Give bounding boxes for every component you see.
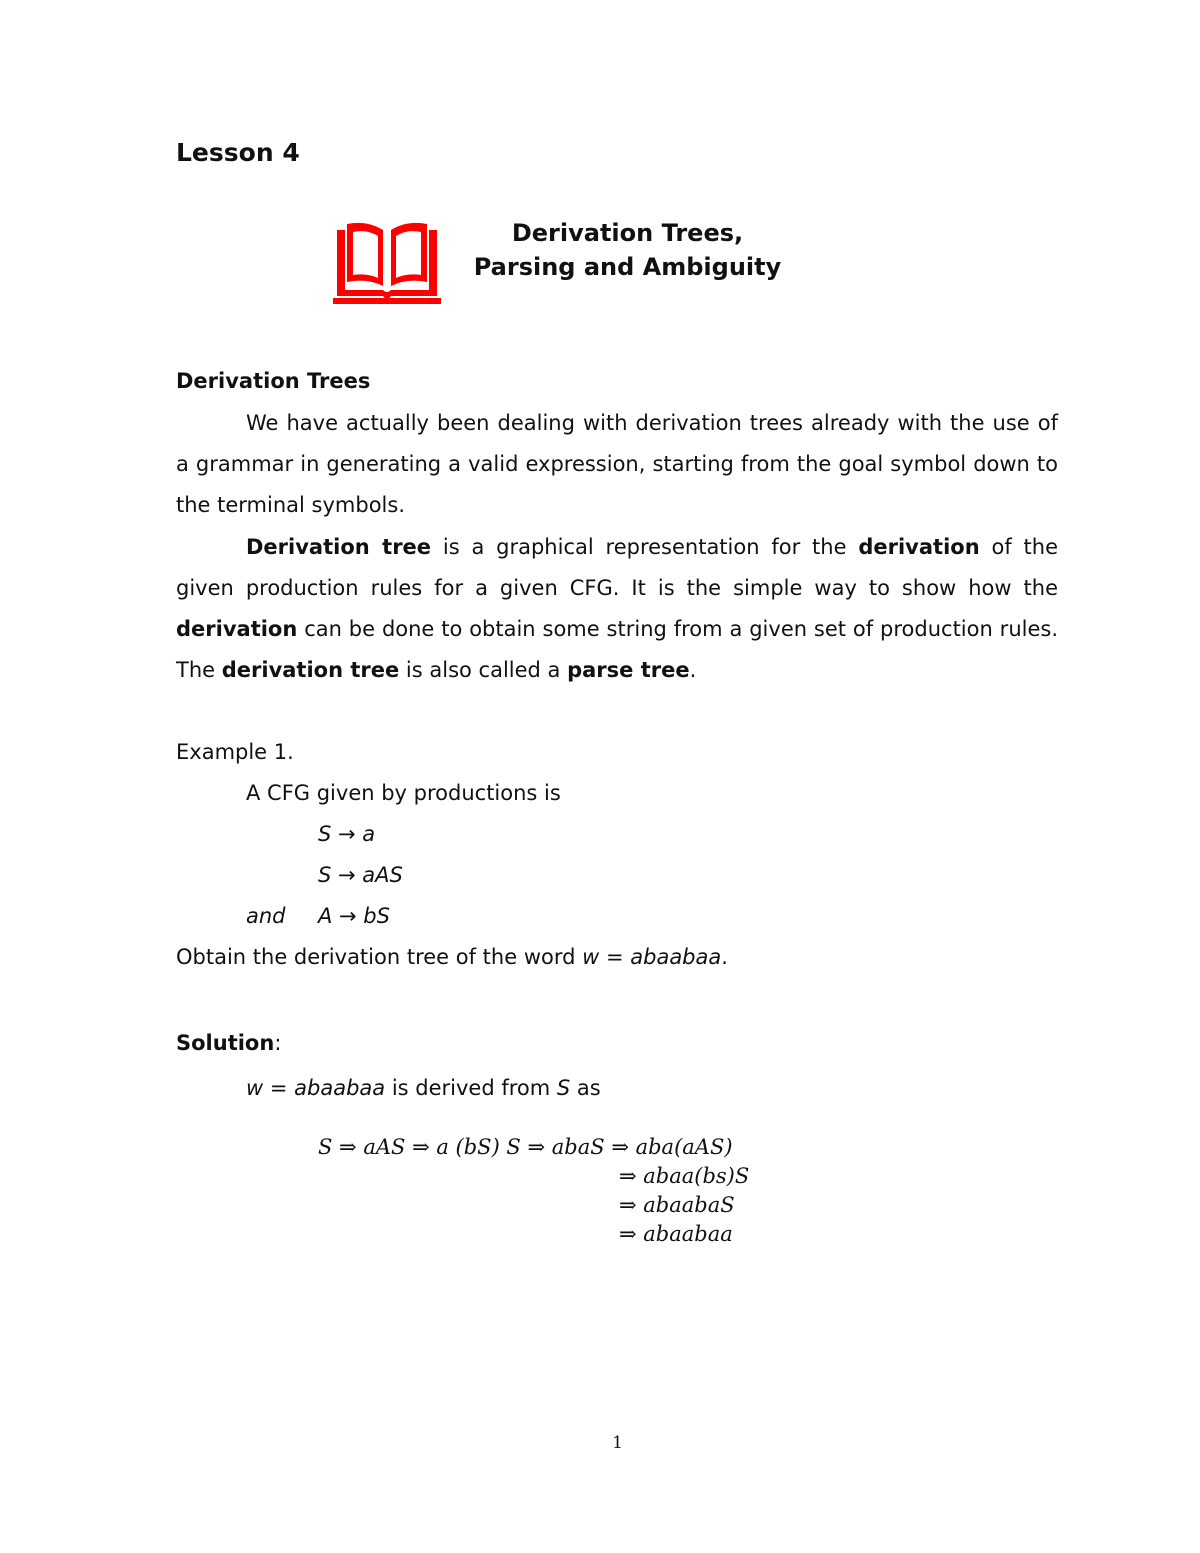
production-3: A → bS <box>318 904 390 928</box>
section-heading: Derivation Trees <box>176 369 371 393</box>
derivation-line-4: ⇒ abaabaa <box>619 1222 733 1246</box>
paragraph-2-text: is a graphical representation for the <box>431 535 859 559</box>
book-icon <box>333 222 441 304</box>
term-derivation: derivation <box>176 617 298 641</box>
derivation-line-1: S ⇒ aAS ⇒ a (bS) S ⇒ abaS ⇒ aba(aAS) <box>318 1135 733 1159</box>
derivation-line-3: ⇒ abaabaS <box>619 1193 735 1217</box>
solution-heading: Solution <box>176 1031 275 1055</box>
task-word: abaabaa <box>630 945 722 969</box>
term-parse-tree: parse tree <box>567 658 690 682</box>
solution-text: as <box>570 1076 601 1100</box>
document-title-line1: Derivation Trees, <box>511 219 744 247</box>
solution-variable: w <box>246 1076 264 1100</box>
solution-label <box>176 1031 281 1055</box>
term-derivation-tree: Derivation tree <box>246 535 432 559</box>
paragraph-1-text: We have actually been dealing with derivation trees already with the use of a grammar in generating a valid expression, starting from the goal symbol down to the terminal symbols. <box>176 411 1058 517</box>
task-variable: w <box>582 945 600 969</box>
solution-colon: : <box>274 1031 282 1055</box>
production-2: S → aAS <box>318 863 403 887</box>
solution-equals: = <box>263 1076 295 1100</box>
task-equals: = <box>599 945 631 969</box>
solution-statement <box>246 1076 601 1100</box>
term-derivation: derivation <box>858 535 980 559</box>
paragraph-2-text: . <box>689 658 697 682</box>
page-number: 1 <box>612 1433 623 1453</box>
solution-text: is derived from <box>385 1076 557 1100</box>
production-1: S → a <box>318 822 376 846</box>
paragraph-2-text: is also called a <box>399 658 568 682</box>
lesson-heading: Lesson 4 <box>176 138 300 167</box>
derivation-line-2: ⇒ abaa(bs)S <box>619 1164 750 1188</box>
example-task <box>176 945 728 969</box>
paragraph-1 <box>176 403 1058 526</box>
example-intro: A CFG given by productions is <box>246 781 561 805</box>
and-label: and <box>246 904 286 928</box>
example-label: Example 1. <box>176 740 294 764</box>
task-end: . <box>721 945 728 969</box>
solution-word: abaabaa <box>294 1076 386 1100</box>
paragraph-2-text: can be done to obtain some string from a given set of production rules. The <box>176 617 1058 682</box>
paragraph-2 <box>176 527 1058 691</box>
term-derivation-tree: derivation tree <box>221 658 400 682</box>
solution-start-symbol: S <box>556 1076 571 1100</box>
task-text: Obtain the derivation tree of the word <box>176 945 583 969</box>
document-title-line2: Parsing and Ambiguity <box>473 253 782 281</box>
paragraph-2-text: of the given production rules for a given CFG. It is the simple way to show how the <box>176 535 1058 600</box>
